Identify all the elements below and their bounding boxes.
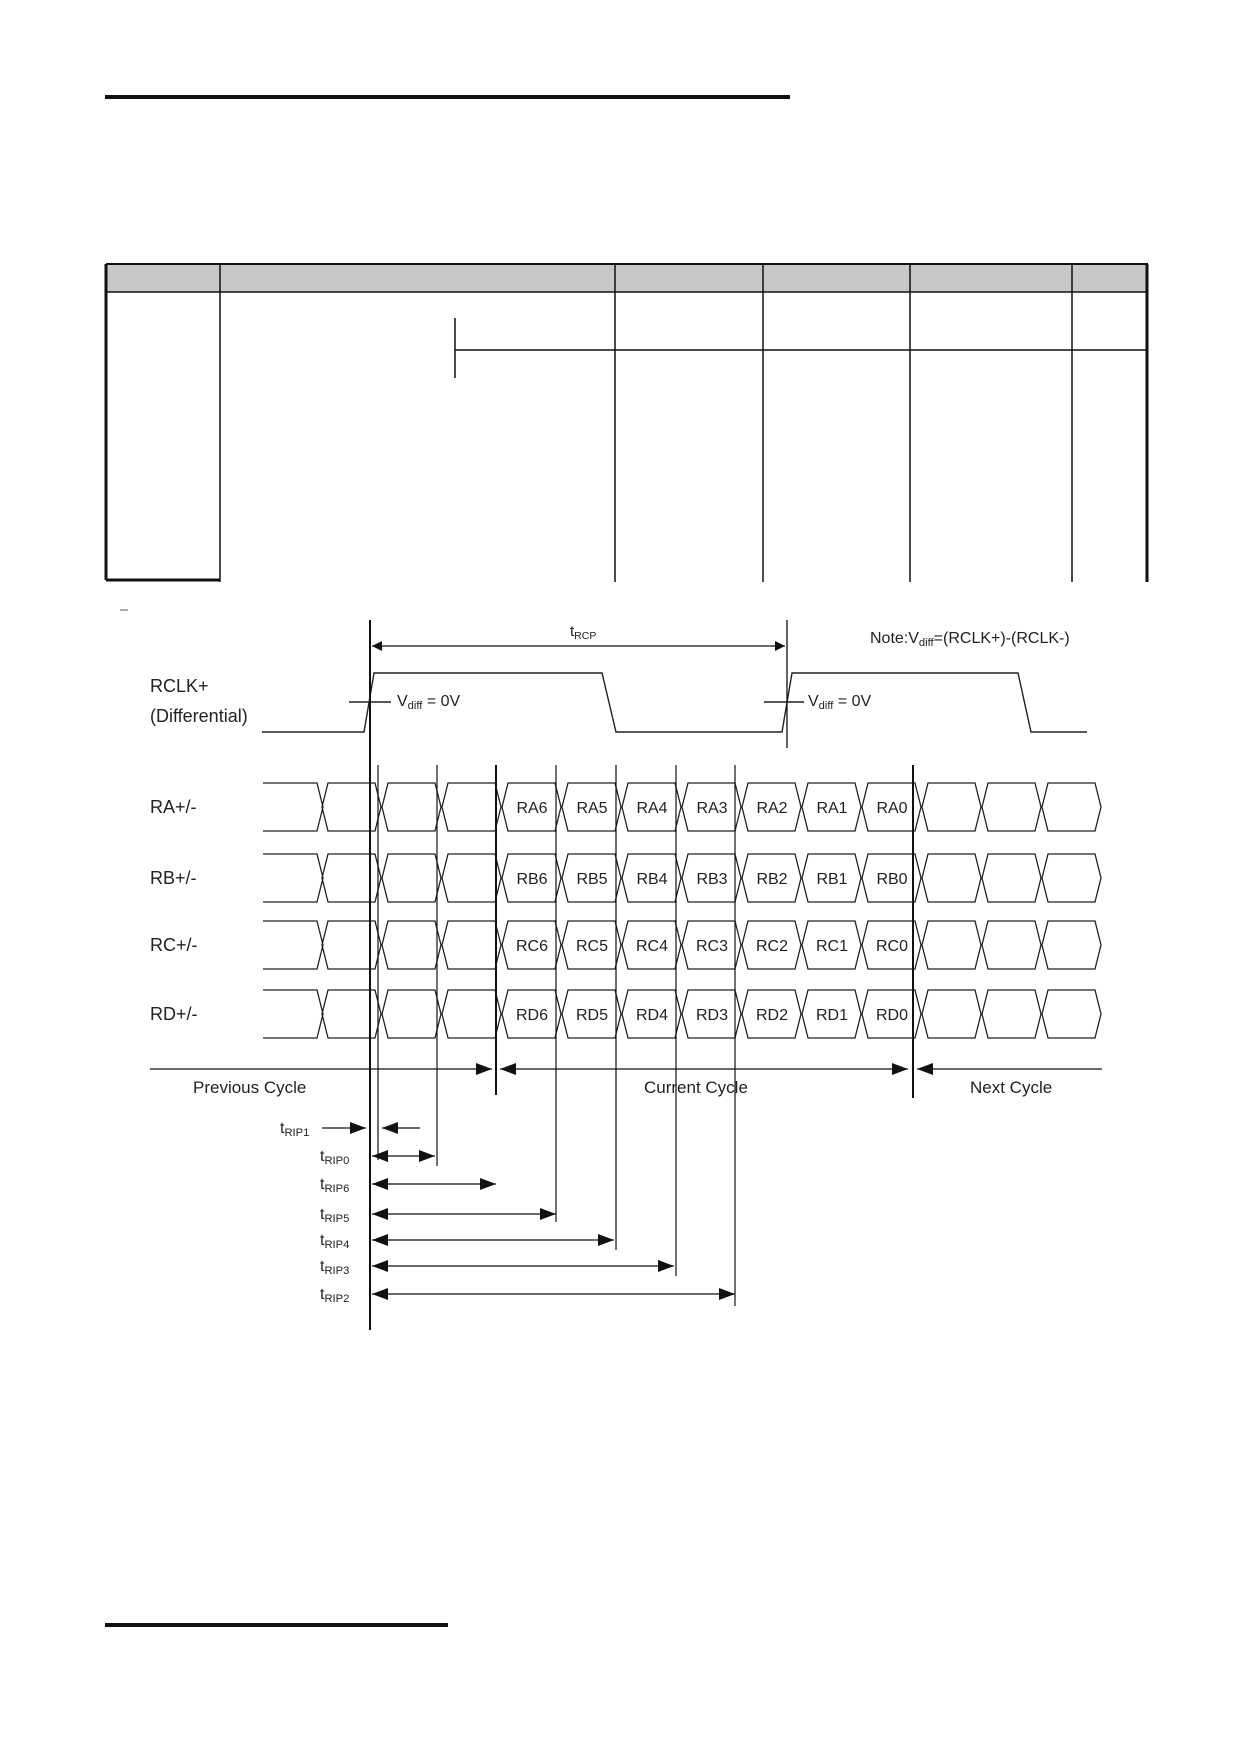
lane-3 (150, 990, 1101, 1038)
data-lanes (150, 783, 1101, 1038)
bit-label: RA0 (876, 800, 908, 817)
bit-label: RD3 (695, 1007, 729, 1024)
lane-0 (150, 783, 1101, 831)
bit-label: RC5 (575, 938, 609, 955)
timing-param-rip6 (320, 1176, 496, 1195)
lane-2 (150, 921, 1101, 969)
timing-param-label: tRIP0 (320, 1148, 350, 1167)
bit-label: RC1 (815, 938, 849, 955)
lane-cell (982, 854, 1041, 902)
lane-cell (1042, 921, 1101, 969)
bit-label: RA4 (636, 800, 668, 817)
bit-label: RB3 (696, 871, 728, 888)
bit-label: RC3 (695, 938, 729, 955)
bit-label: RA2 (756, 800, 788, 817)
bit-label: RB1 (816, 871, 848, 888)
lane-label: RA+/- (150, 797, 197, 817)
timing-param-label: tRIP5 (320, 1206, 350, 1225)
period-marker (370, 620, 787, 1330)
bit-label: RC4 (635, 938, 669, 955)
clock-waveform (262, 673, 1087, 732)
timing-param-label: tRIP3 (320, 1258, 350, 1277)
lane-cell (922, 990, 981, 1038)
lane-cell (322, 990, 381, 1038)
lane-lead-cell (263, 783, 323, 831)
lane-cell (382, 990, 441, 1038)
lane-cell (982, 990, 1041, 1038)
vdiff-note: Note:Vdiff=(RCLK+)-(RCLK-) (870, 630, 1070, 649)
bit-label: RB0 (876, 871, 908, 888)
timing-drawing (150, 620, 1102, 1330)
bit-label: RA1 (816, 800, 848, 817)
bit-label: RC6 (515, 938, 549, 955)
timing-param-rip1 (280, 1120, 420, 1139)
timing-param-rip2 (320, 765, 735, 1306)
lane-cell (382, 783, 441, 831)
bit-label: RD4 (635, 1007, 669, 1024)
bit-label: RA5 (576, 800, 608, 817)
lane-label: RD+/- (150, 1004, 198, 1024)
timing-param-rip3 (320, 765, 676, 1277)
timing-param-label: tRIP6 (320, 1176, 350, 1195)
lane-cell (382, 921, 441, 969)
lane-lead-cell (263, 854, 323, 902)
bit-label: RC2 (755, 938, 789, 955)
lane-cell (442, 921, 501, 969)
bit-label: RA3 (696, 800, 728, 817)
lane-cell (382, 854, 441, 902)
lane-cell (322, 921, 381, 969)
timing-param-label: tRIP4 (320, 1232, 350, 1251)
lane-cell (442, 783, 501, 831)
period-label: tRCP (570, 623, 597, 642)
bit-label: RB4 (636, 871, 668, 888)
lane-label: RB+/- (150, 868, 197, 888)
bit-label: RB2 (756, 871, 788, 888)
clock-label: RCLK+ (150, 676, 209, 696)
vdiff-label-2: Vdiff = 0V (808, 693, 872, 712)
timing-param-rip5 (320, 765, 556, 1225)
lane-cell (1042, 990, 1101, 1038)
lane-cell (982, 783, 1041, 831)
current-cycle-label: Current Cycle (644, 1078, 748, 1097)
timing-param-label: tRIP1 (280, 1120, 310, 1139)
bit-label: RD6 (515, 1007, 549, 1024)
lane-1 (150, 854, 1101, 902)
timing-param-rip4 (320, 765, 616, 1251)
bit-label: RA6 (516, 800, 548, 817)
bit-label: RD2 (755, 1007, 789, 1024)
lane-cell (982, 921, 1041, 969)
lane-lead-cell (263, 921, 323, 969)
bit-label: RD5 (575, 1007, 609, 1024)
bit-label: RB5 (576, 871, 608, 888)
lane-label: RC+/- (150, 935, 198, 955)
lane-cell (1042, 854, 1101, 902)
bit-label: RD0 (875, 1007, 909, 1024)
clock-sublabel: (Differential) (150, 706, 248, 726)
next-cycle-label: Next Cycle (970, 1078, 1053, 1097)
lane-lead-cell (263, 990, 323, 1038)
bit-label: RD1 (815, 1007, 849, 1024)
timing-param-label: tRIP2 (320, 1286, 350, 1305)
bit-label: RB6 (516, 871, 548, 888)
table-frame (106, 264, 1148, 582)
lane-cell (922, 783, 981, 831)
vdiff-label-1: Vdiff = 0V (397, 693, 461, 712)
bit-label: RC0 (875, 938, 909, 955)
lane-cell (922, 854, 981, 902)
lane-cell (1042, 783, 1101, 831)
previous-cycle-label: Previous Cycle (193, 1078, 307, 1097)
lane-cell (442, 854, 501, 902)
lane-cell (922, 921, 981, 969)
lane-cell (322, 783, 381, 831)
lane-cell (442, 990, 501, 1038)
table-header-band (106, 264, 1148, 292)
lane-cell (322, 854, 381, 902)
